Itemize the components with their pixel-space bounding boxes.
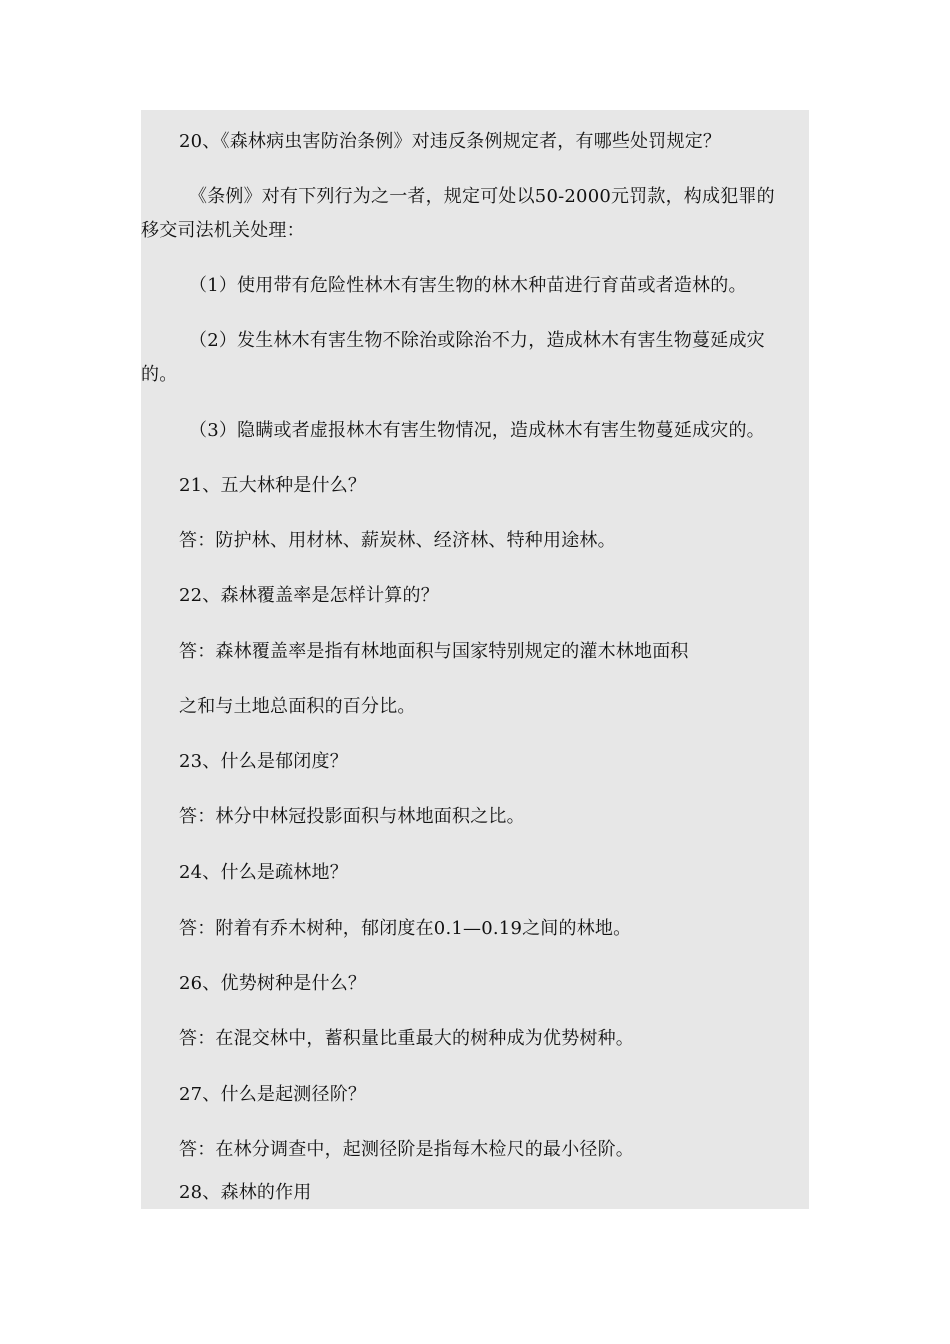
answer-20-item-2-line-2: 的。 (141, 364, 178, 385)
answer-20-item-3: （3）隐瞒或者虚报林木有害生物情况，造成林木有害生物蔓延成灾的。 (189, 420, 765, 441)
answer-20-item-1: （1）使用带有危险性林木有害生物的林木种苗进行育苗或者造林的。 (189, 275, 747, 296)
question-23: 23、什么是郁闭度？ (179, 751, 348, 772)
question-21: 21、五大林种是什么？ (179, 475, 367, 496)
question-24: 24、什么是疏林地？ (179, 862, 348, 883)
question-20: 20、《森林病虫害防治条例》对违反条例规定者，有哪些处罚规定？ (179, 131, 722, 152)
question-27: 27、什么是起测径阶？ (179, 1084, 367, 1105)
answer-20-line-1: 《条例》对有下列行为之一者，规定可处以50-2000元罚款，构成犯罪的 (189, 186, 775, 207)
answer-20-line-2: 移交司法机关处理： (141, 220, 305, 241)
answer-22-line-2: 之和与土地总面积的百分比。 (179, 696, 416, 717)
answer-23: 答：林分中林冠投影面积与林地面积之比。 (179, 806, 525, 827)
answer-22-line-1: 答：森林覆盖率是指有林地面积与国家特别规定的灌木林地面积 (179, 641, 689, 662)
answer-24: 答：附着有乔木树种，郁闭度在0.1—0.19之间的林地。 (179, 918, 632, 939)
question-22: 22、森林覆盖率是怎样计算的？ (179, 585, 439, 606)
document-page (141, 110, 809, 1209)
answer-27: 答：在林分调查中，起测径阶是指每木检尺的最小径阶。 (179, 1139, 634, 1160)
question-28: 28、森林的作用 (179, 1182, 312, 1203)
question-26: 26、优势树种是什么？ (179, 973, 367, 994)
answer-21: 答：防护林、用材林、薪炭林、经济林、特种用途林。 (179, 530, 616, 551)
answer-26: 答：在混交林中，蓄积量比重最大的树种成为优势树种。 (179, 1028, 634, 1049)
answer-20-item-2-line-1: （2）发生林木有害生物不除治或除治不力，造成林木有害生物蔓延成灾 (189, 330, 765, 351)
